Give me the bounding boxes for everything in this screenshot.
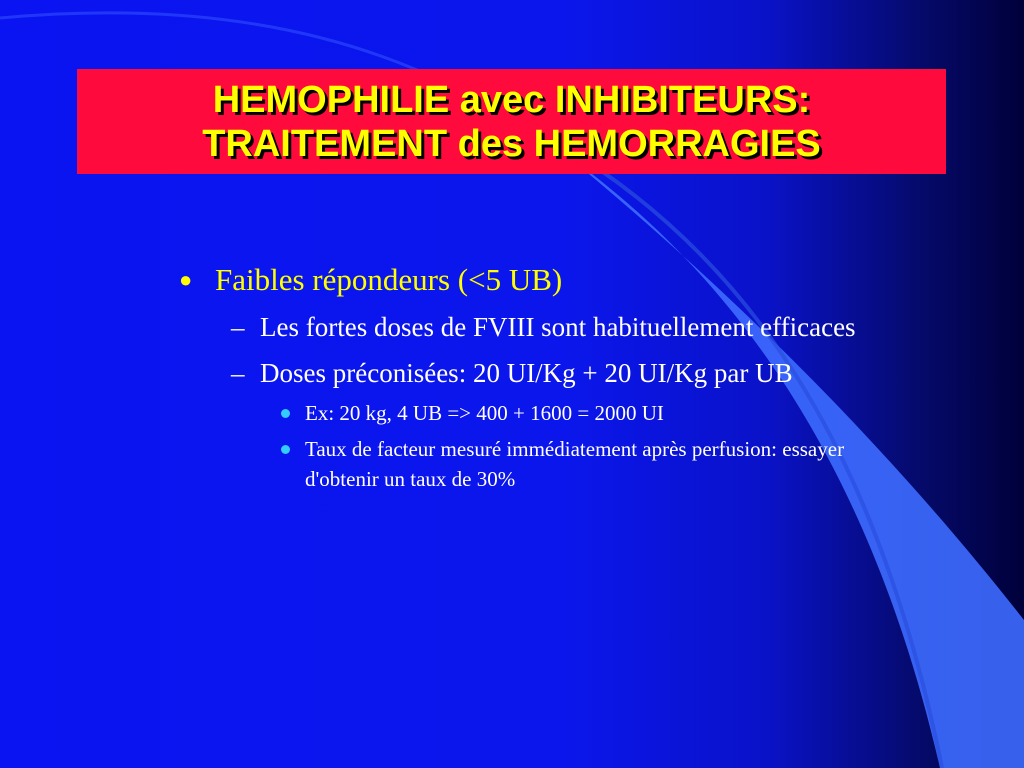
title-line-1: HEMOPHILIE avec INHIBITEURS: (212, 78, 811, 121)
dot-bullet-icon (281, 445, 290, 454)
list-item-2 (175, 354, 895, 392)
slide-content (175, 260, 895, 494)
sub-item-2-text: Taux de facteur mesuré immédiatement après perfusion: essayer d'obtenir un taux de 30% (305, 437, 845, 491)
sub-item-1 (175, 398, 895, 428)
dash-bullet-icon: – (231, 358, 245, 388)
list-item-1 (175, 308, 895, 346)
sub-item-2 (175, 434, 895, 494)
heading-text: Faibles répondeurs (<5 UB) (215, 262, 563, 297)
title-banner (77, 69, 946, 174)
round-bullet-icon: ● (179, 267, 193, 292)
list-item-1-text: Les fortes doses de FVIII sont habituellement efficaces (260, 312, 856, 342)
title-line-2: TRAITEMENT des HEMORRAGIES (202, 122, 821, 165)
bullet-heading (175, 260, 895, 300)
dot-bullet-icon (281, 409, 290, 418)
list-item-2-text: Doses préconisées: 20 UI/Kg + 20 UI/Kg par UB (260, 358, 793, 388)
sub-item-1-text: Ex: 20 kg, 4 UB => 400 + 1600 = 2000 UI (305, 401, 664, 425)
dash-bullet-icon: – (231, 312, 245, 342)
